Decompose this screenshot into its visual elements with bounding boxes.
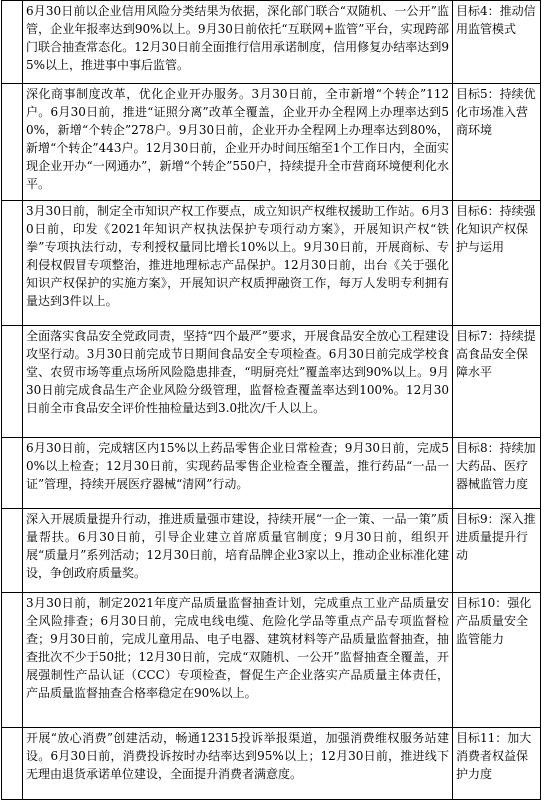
target-cell: 目标6：持续强化知识产权保护与运用 (453, 201, 541, 325)
target-cell: 目标8：持续加大药品、医疗器械监管力度 (453, 438, 541, 508)
remark-cell (2, 509, 23, 592)
table-row (2, 1, 541, 84)
target-cell: 目标7：持续提高食品安全保障水平 (453, 326, 541, 437)
table-row (2, 593, 541, 728)
table-row (2, 326, 541, 438)
target-cell: 目标10：强化产品质量安全监管能力 (453, 593, 541, 727)
measures-cell: 深入开展质量提升行动，推进质量强市建设，持续开展“一企一策、一品一策”质量帮扶。6月30日前，引导企业建立首席质量官制度；9月30日前，组织开展“质量月”系列活动；12月30日前，培育品牌企业3家以上，推动企业标准化建设，争创政府质量奖。 (23, 509, 453, 592)
measures-cell: 6月30日前以企业信用风险分类结果为依据，深化部门联合“双随机、一公开”监管，企业年报率达到90%以上。9月30日前依托“互联网+监管”平台，实现跨部门联合抽查常态化。12月30日前全面推行信用承诺制度，信用修复办结率达到95%以上，推进事中事后监管。 (23, 1, 453, 83)
target-cell: 目标4：推动信用监管模式 (453, 1, 541, 83)
table-row (2, 728, 541, 800)
table-row (2, 509, 541, 593)
remark-cell (2, 84, 23, 200)
measures-cell: 3月30日前，制定全市知识产权工作要点，成立知识产权维权援助工作站。6月30日前，印发《2021年知识产权执法保护专项行动方案》，开展知识产权“铁拳”专项执法行动，专利授权量同比增长10%以上。9月30日前，开展商标、专利侵权假冒专项整治，推进地理标志产品保护。12月30日前，出台《关于强化知识产权保护的实施方案》，开展知识产权质押融资工作，每万人发明专利拥有量达到3件以上。 (23, 201, 453, 325)
table-row (2, 438, 541, 509)
remark-cell (2, 201, 23, 325)
target-cell: 目标5：持续优化市场准入营商环境 (453, 84, 541, 200)
measures-cell: 3月30日前，制定2021年度产品质量监督抽查计划，完成重点工业产品质量安全风险排查；6月30日前，完成电线电缆、危险化学品等重点产品专项监督检查；9月30日前，完成儿童用品、电子电器、建筑材料等产品质量监督抽查，抽查批次不少于50批；12月30日前，完成“双随机、一公开”监督抽查全覆盖，开展强制性产品认证（CCC）专项检查，督促生产企业落实产品质量主体责任，产品质量监督抽查合格率稳定在90%以上。 (23, 593, 453, 727)
remark-cell (2, 593, 23, 727)
targets-table (1, 0, 541, 800)
measures-cell: 6月30日前，完成辖区内15%以上药品零售企业日常检查；9月30日前，完成50%以上检查；12月30日前，实现药品零售企业检查全覆盖，推行药品“一品一证”管理，持续开展医疗器械“清网”行动。 (23, 438, 453, 508)
table-row (2, 84, 541, 201)
remark-cell (2, 326, 23, 437)
remark-cell (2, 438, 23, 508)
target-cell: 目标11：加大消费者权益保护力度 (453, 728, 541, 799)
remark-cell (2, 728, 23, 799)
measures-cell: 开展“放心消费”创建活动，畅通12315投诉举报渠道，加强消费维权服务站建设。6月30日前，消费投诉按时办结率达到95%以上；12月30日前，推进线下无理由退货承诺单位建设，全面提升消费者满意度。 (23, 728, 453, 799)
remark-cell (2, 1, 23, 83)
table-row (2, 201, 541, 326)
measures-cell: 深化商事制度改革，优化企业开办服务。3月30日前，全市新增“个转企”112户。6月30日前，推进“证照分离”改革全覆盖，企业开办全程网上办理率达到50%，新增“个转企”278户。9月30日前，企业开办全程网上办理率达到80%，新增“个转企”443户。12月30日前，企业开办时间压缩至1个工作日内，全面实现企业开办“一网通办”，新增“个转企”550户，持续提升全市营商环境便利化水平。 (23, 84, 453, 200)
target-cell: 目标9：深入推进质量提升行动 (453, 509, 541, 592)
measures-cell: 全面落实食品安全党政同责，坚持“四个最严”要求，开展食品安全放心工程建设攻坚行动。3月30日前完成节日期间食品安全专项检查。6月30日前完成学校食堂、农贸市场等重点场所风险隐患排查，“明厨亮灶”覆盖率达到90%以上。9月30日前完成食品生产企业风险分级管理，监督检查覆盖率达到100%。12月30日前全市食品安全评价性抽检量达到3.0批次/千人以上。 (23, 326, 453, 437)
